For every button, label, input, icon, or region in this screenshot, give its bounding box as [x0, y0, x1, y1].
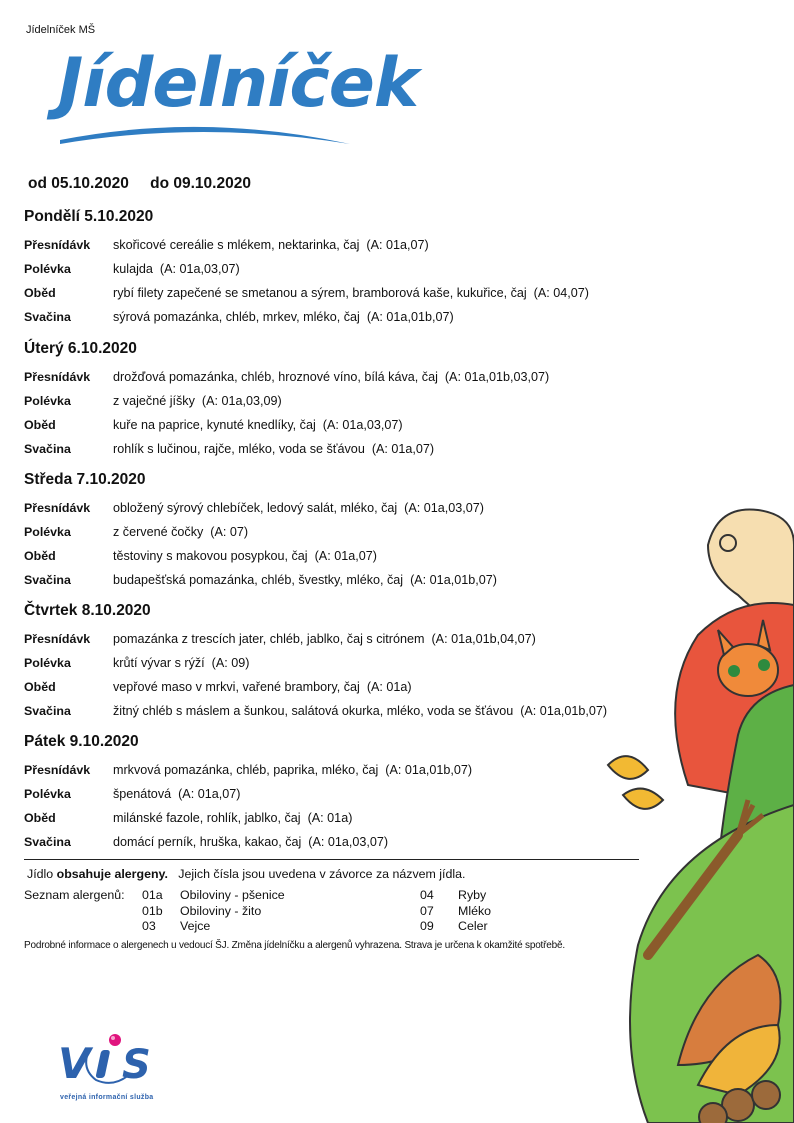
meal-description: kulajda (A: 01a,03,07) — [113, 262, 240, 276]
allergen-code: 01b — [142, 903, 163, 918]
allergen-item — [142, 904, 261, 920]
meal-description: obložený sýrový chlebíček, ledový salát, mléko, čaj (A: 01a,03,07) — [113, 501, 484, 515]
allergen-code: 09 — [420, 919, 434, 933]
allergen-code: 03 — [142, 919, 156, 933]
meal-row — [24, 257, 589, 281]
meal-type: Svačina — [24, 704, 71, 718]
meal-row — [24, 651, 607, 675]
day-title: Středa 7.10.2020 — [24, 471, 146, 488]
meal-description: rybí filety zapečené se smetanou a sýrem, bramborová kaše, kukuřice, čaj (A: 04,07) — [113, 286, 589, 300]
logo-text: Jídelníček — [58, 44, 419, 123]
meal-row — [24, 520, 497, 544]
meal-type: Polévka — [24, 656, 71, 670]
allergen-code: 04 — [420, 888, 434, 902]
meal-description: kuře na paprice, kynuté knedlíky, čaj (A: 01a,03,07) — [113, 418, 403, 432]
day-title: Čtvrtek 8.10.2020 — [24, 602, 151, 619]
divider — [24, 859, 639, 860]
day-title: Úterý 6.10.2020 — [24, 340, 137, 357]
footer-note: Podrobné informace o alergenech u vedoucí ŠJ. Změna jídelníčku a alergenů vyhrazena. Strava je určena k okamžité spotřebě. — [24, 940, 565, 951]
day-section — [24, 471, 497, 592]
meal-description: těstoviny s makovou posypkou, čaj (A: 01a,07) — [113, 549, 377, 563]
meal-type: Oběd — [24, 549, 56, 563]
date-from: od 05.10.2020 — [28, 175, 129, 192]
jidelnicek-logo — [52, 40, 419, 152]
day-title: Pondělí 5.10.2020 — [24, 208, 154, 225]
meal-description: skořicové cereálie s mlékem, nektarinka, čaj (A: 01a,07) — [113, 238, 429, 252]
meal-description: sýrová pomazánka, chléb, mrkev, mléko, čaj (A: 01a,01b,07) — [113, 310, 454, 324]
meal-description: rohlík s lučinou, rajče, mléko, voda se šťávou (A: 01a,07) — [113, 442, 435, 456]
meal-type: Polévka — [24, 787, 71, 801]
meal-row — [24, 675, 607, 699]
meal-description: vepřové maso v mrkvi, vařené brambory, čaj (A: 01a) — [113, 680, 412, 694]
day-title: Pátek 9.10.2020 — [24, 733, 139, 750]
meal-type: Polévka — [24, 262, 71, 276]
svg-text:V: V — [58, 1039, 91, 1088]
date-to: do 09.10.2020 — [150, 175, 251, 192]
meal-row — [24, 305, 589, 329]
meal-description: z červené čočky (A: 07) — [113, 525, 249, 539]
meal-description: domácí perník, hruška, kakao, čaj (A: 01a,03,07) — [113, 835, 389, 849]
allergen-name: Obiloviny - pšenice — [180, 888, 285, 902]
meal-row — [24, 281, 589, 305]
allergen-name: Ryby — [458, 888, 487, 902]
allergen-item — [142, 919, 210, 935]
meal-row — [24, 699, 607, 723]
allergen-name: Vejce — [180, 919, 211, 933]
meal-row — [24, 806, 472, 830]
meal-type: Přesnídávk — [24, 632, 91, 646]
meal-type: Přesnídávk — [24, 501, 91, 515]
day-section — [24, 602, 607, 723]
meal-description: budapešťská pomazánka, chléb, švestky, mléko, čaj (A: 01a,01b,07) — [113, 573, 497, 587]
meal-type: Oběd — [24, 286, 56, 300]
document-header-title: Jídelníček MŠ — [26, 24, 96, 36]
meal-row — [24, 627, 607, 651]
meal-row — [24, 233, 589, 257]
meal-row — [24, 365, 549, 389]
meal-row — [24, 389, 549, 413]
allergen-note-prefix: Jídlo — [27, 867, 57, 881]
meal-description: krůtí vývar s rýží (A: 09) — [113, 656, 250, 670]
vis-tagline: veřejná informační služba — [60, 1094, 154, 1101]
allergen-item — [420, 888, 486, 904]
allergen-code: 07 — [420, 903, 434, 918]
meal-type: Oběd — [24, 418, 56, 432]
day-section — [24, 340, 549, 461]
logo-swoosh-icon — [52, 40, 362, 152]
meal-row — [24, 437, 549, 461]
meal-type: Přesnídávk — [24, 238, 91, 252]
meal-row — [24, 758, 472, 782]
autumn-squirrel-illustration — [588, 505, 794, 1123]
meal-description: pomazánka z trescích jater, chléb, jablko, čaj s citrónem (A: 01a,01b,04,07) — [113, 632, 536, 646]
meal-type: Polévka — [24, 525, 71, 539]
allergen-name: Mléko — [458, 903, 492, 918]
allergen-note-bold: obsahuje alergeny. — [56, 867, 168, 881]
meal-row — [24, 413, 549, 437]
meal-description: z vaječné jíšky (A: 01a,03,09) — [113, 394, 282, 408]
meal-type: Polévka — [24, 394, 71, 408]
meal-description: mrkvová pomazánka, chléb, paprika, mléko, čaj (A: 01a,01b,07) — [113, 763, 473, 777]
allergen-list-label: Seznam alergenů: — [24, 888, 125, 902]
allergen-note — [27, 867, 465, 881]
allergen-code: 01a — [142, 888, 163, 902]
vis-logo-icon — [56, 1028, 166, 1092]
date-range — [28, 175, 268, 193]
vis-logo — [56, 1028, 166, 1108]
meal-type: Oběd — [24, 811, 56, 825]
meal-row — [24, 830, 472, 854]
meal-type: Svačina — [24, 310, 71, 324]
meal-type: Přesnídávk — [24, 763, 91, 777]
meal-type: Svačina — [24, 442, 71, 456]
svg-text:S: S — [122, 1042, 151, 1088]
allergen-note-suffix: Jejich čísla jsou uvedena v závorce za názvem jídla. — [167, 867, 466, 881]
meal-type: Svačina — [24, 835, 71, 849]
meal-row — [24, 782, 472, 806]
meal-description: milánské fazole, rohlík, jablko, čaj (A: 01a) — [113, 811, 353, 825]
day-section — [24, 733, 472, 854]
meal-row — [24, 544, 497, 568]
allergen-item — [420, 904, 491, 920]
allergen-name: Celer — [458, 919, 488, 933]
meal-description: žitný chléb s máslem a šunkou, salátová okurka, mléko, voda se šťávou (A: 01a,01b,07) — [113, 704, 608, 718]
meal-row — [24, 568, 497, 592]
allergen-item — [142, 888, 285, 904]
meal-description: špenátová (A: 01a,07) — [113, 787, 241, 801]
day-section — [24, 208, 589, 329]
meal-type: Přesnídávk — [24, 370, 91, 384]
meal-type: Oběd — [24, 680, 56, 694]
meal-type: Svačina — [24, 573, 71, 587]
meal-row — [24, 496, 497, 520]
allergen-name: Obiloviny - žito — [180, 903, 262, 918]
allergen-item — [420, 919, 488, 935]
meal-description: drožďová pomazánka, chléb, hroznové víno, bílá káva, čaj (A: 01a,01b,03,07) — [113, 370, 550, 384]
